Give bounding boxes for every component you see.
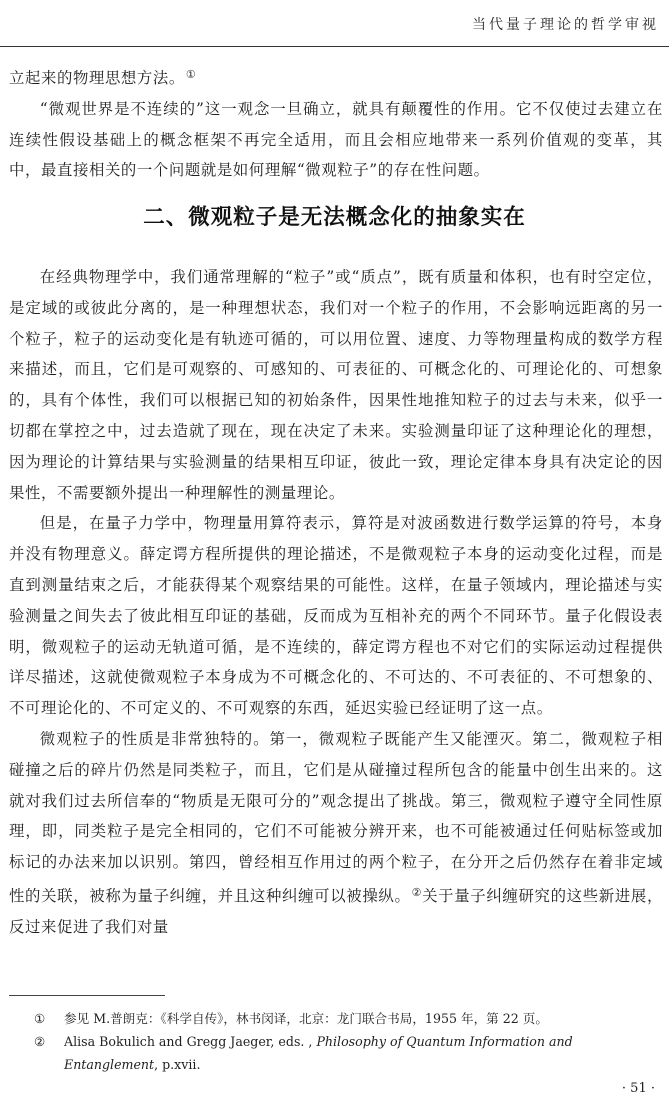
footnote-2-authors: Alisa Bokulich and Gregg Jaeger, eds. , (64, 1034, 317, 1049)
text-line: 去建立在连续性假设基础上的概念框架不再完全适用，而且会相应地带来一系列价值 (9, 99, 663, 149)
text-line: 可概念化的、可理论化的、可想象的，具有个体性，我们可以根据已知的初始条件， (9, 360, 663, 410)
text-line: 力等物理量构成的数学方程来描述，而且，它们是可观察的、可感知的、可表征的、 (9, 329, 663, 379)
footnote-1 (34, 1007, 664, 1030)
text-line: 时空定位，是定域的或彼此分离的，是一种理想状态，我们对一个粒子的作用，不 (9, 268, 663, 317)
text-line: 一种理解性的测量理论。 (168, 483, 345, 502)
text-line: 观的变革，其中，最直接相关的一个问题就是如何理解“微观粒子”的存在性问题。 (9, 130, 663, 180)
running-header (0, 0, 669, 47)
paragraph-discontinuity (9, 94, 663, 186)
footnote-2-mark: ② (34, 1034, 46, 1049)
text-line: 可概念化的、不可达的、不可表征的、不可想象的、不可理论化的、不可定义的、 (9, 668, 663, 718)
text-line: 薛定谔方程也不对它们的实际运动过程提供详尽描述，这就使微观粒子本身成为不 (9, 637, 663, 687)
text-line: 不可观察的东西，延迟实验已经证明了这一点。 (216, 699, 553, 718)
paragraph-particle-properties (9, 724, 663, 943)
paragraph-quantum-mechanics (9, 508, 663, 724)
text-line: 量子领域内，理论描述与实验测量之间失去了彼此相互印证的基础，反而成为互相 (9, 575, 663, 625)
text-line: 这种纠缠可以被操纵。 (249, 886, 411, 905)
page-number: · 51 · (621, 1081, 655, 1096)
footnote-1-text: 参见 M.普朗克：《科学自传》，林书闵译，北京：龙门联合书局，1955 年，第 22 页。 (64, 1011, 548, 1026)
footnote-2-continued (34, 1053, 664, 1076)
text-line: 补充的两个不同环节。量子化假设表明，微观粒子的运动无轨道可循，是不连续的， (9, 606, 663, 656)
text-line: 开来，也不可能被通过任何贴标签或加标记的办法来加以识别。第四，曾经相互作 (9, 822, 663, 872)
section-heading: 二、微观粒子是无法概念化的抽象实在 (143, 205, 526, 230)
intro-text-block (9, 60, 663, 186)
text-line: 观粒子相碰撞之后的碎片仍然是同类粒子，而且，它们是从碰撞过程所包含的能量 (9, 729, 663, 779)
text-line: 微观粒子的性质是非常独特的。第一，微观粒子既能产生又能湮灭。第二，微 (39, 729, 598, 748)
text-line: 但是，在量子力学中，物理量用算符表示，算符是对波函数进行数学运算的符 (39, 514, 598, 533)
footnotes (34, 1007, 664, 1076)
paragraph-continuation-text: 立起来的物理思想方法。 (9, 69, 185, 87)
footnote-2-book-title-cont: Entanglement (64, 1057, 155, 1072)
text-line: 在经典物理学中，我们通常理解的“粒子”或“质点”，既有质量和体积，也有 (39, 268, 582, 286)
footnote-ref-1[interactable]: ① (185, 68, 197, 81)
footnote-2 (34, 1030, 664, 1053)
footnote-2-text (64, 1030, 664, 1053)
text-line: 第三，微观粒子遵守全同性原理，即，同类粒子是完全相同的，它们不可能被分辨 (9, 791, 663, 841)
text-line: 动变化过程，而是直到测量结束之后，才能获得某个观察结果的可能性。这样，在 (9, 545, 663, 594)
text-line: 因果性地推知粒子的过去与未来，似乎一切都在掌控之中，过去造就了现在，现在 (9, 391, 663, 440)
text-line: 会影响远距离的另一个粒子，粒子的运动变化是有轨迹可循的，可以用位置、速度、 (9, 298, 663, 348)
footnote-divider (9, 995, 165, 996)
footnote-2-page: , p.xvii. (154, 1057, 201, 1072)
running-header-title: 当代量子理论的哲学审视 (472, 17, 659, 33)
text-line: 决定了未来。实验测量印证了这种理论化的理想，因为理论的计算结果与实验测量 (9, 421, 663, 471)
text-line: 用过的两个粒子，在分开之后仍然存在着非定域性的关联，被称为量子纠缠，并且 (9, 853, 663, 905)
text-line: 关于量子纠缠研究的这些新进展，反过来促进了我们对量 (9, 886, 663, 936)
paragraph-classical-physics (9, 262, 663, 508)
main-text-block (9, 262, 663, 943)
footnote-1-mark: ① (34, 1011, 46, 1026)
text-line: 的结果相互印证，彼此一致，理论定律本身具有决定论的因果性，不需要额外提出 (9, 452, 663, 502)
text-line: 号，本身并没有物理意义。薛定谔方程所提供的理论描述，不是微观粒子本身的运 (9, 514, 663, 564)
paragraph-continuation (9, 60, 663, 94)
text-line: 中创生出来的。这就对我们过去所信奉的“物质是无限可分的”观念提出了挑战。 (9, 760, 663, 810)
footnote-2-book-title: Philosophy of Quantum Information and (316, 1034, 573, 1049)
footnote-ref-2[interactable]: ② (411, 885, 423, 899)
text-line: “微观世界是不连续的”这一观念一旦确立，就具有颠覆性的作用。它不仅使过 (39, 99, 598, 118)
